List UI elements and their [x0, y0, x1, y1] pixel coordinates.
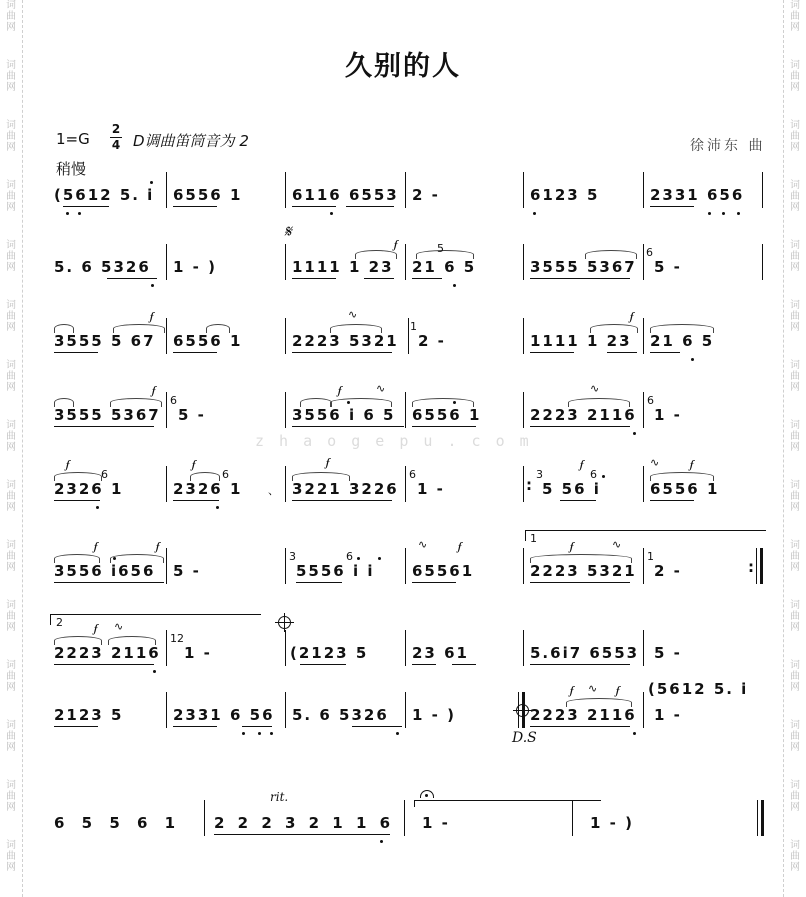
watermark-right-5: 词 曲 网 — [790, 240, 800, 273]
underline — [54, 582, 164, 583]
barline — [166, 172, 167, 208]
measure: 5.6i7 6553 — [530, 644, 640, 662]
underline — [560, 500, 596, 501]
measure: 2 - — [412, 186, 440, 204]
underline — [650, 206, 694, 207]
meter-top: 2 — [111, 122, 121, 136]
barline — [523, 392, 524, 428]
measure: 1 - — [654, 406, 682, 424]
first-ending-label: 1 — [530, 532, 537, 545]
ornament-mark: 𝆑 — [616, 684, 620, 697]
octave-dot — [330, 212, 333, 215]
underline — [412, 278, 442, 279]
measure: 5. 6 5326 — [54, 258, 151, 276]
slur — [300, 398, 332, 407]
grace-note: 3 — [536, 468, 543, 481]
barline — [643, 630, 644, 666]
measure: 2 2 2 3 2 1 1 6 — [214, 814, 395, 832]
underline — [346, 206, 394, 207]
watermark-left-13: 词 曲 网 — [6, 720, 16, 753]
measure: 3555 5367 — [54, 406, 161, 424]
underline — [292, 426, 404, 427]
octave-dot — [242, 732, 245, 735]
trill-mark: ∿ — [418, 538, 428, 551]
ornament-mark: 𝆑 — [394, 238, 398, 251]
second-ending-label: 2 — [56, 616, 63, 629]
octave-dot — [453, 401, 456, 404]
measure: 65561 — [412, 562, 475, 580]
underline — [412, 664, 436, 665]
barline — [405, 466, 406, 502]
underline — [412, 582, 456, 583]
measure: 23 61 — [412, 644, 469, 662]
trill-mark: ∿ — [590, 382, 600, 395]
measure: 6123 5 — [530, 186, 600, 204]
tempo-marking: 稍慢 — [56, 160, 87, 178]
watermark-right-10: 词 曲 网 — [790, 540, 800, 573]
barline — [523, 172, 524, 208]
measure: 3556 i 6 5 — [292, 406, 396, 424]
underline — [412, 426, 476, 427]
first-ending-bracket — [525, 530, 766, 541]
underline — [650, 500, 694, 501]
grace-note: 12 — [170, 632, 184, 645]
measure: 6556 1 — [412, 406, 482, 424]
octave-dot — [691, 358, 694, 361]
octave-dot — [270, 732, 273, 735]
staff-row-1 — [0, 186, 806, 228]
trill-mark: ∿ — [612, 538, 622, 551]
barline — [523, 318, 524, 354]
barline — [285, 630, 286, 666]
measure: 3556 i656 — [54, 562, 156, 580]
octave-dot — [533, 212, 536, 215]
ornament-mark: 𝆑 — [150, 310, 154, 323]
grace-note: 6 — [409, 468, 416, 481]
watermark-right-4: 词 曲 网 — [790, 180, 800, 213]
barline — [643, 244, 644, 280]
watermark-left: 词 曲 网 — [6, 0, 16, 33]
watermark-left-15: 词 曲 网 — [6, 840, 16, 873]
measure: 2331 6 56 — [173, 706, 275, 724]
measure: 2331 656 — [650, 186, 745, 204]
measure: 2 - — [654, 562, 682, 580]
underline — [352, 726, 402, 727]
underline — [530, 278, 630, 279]
slur — [206, 324, 230, 333]
measure: 1 - ) — [590, 814, 634, 832]
barline — [166, 548, 167, 584]
underline — [54, 500, 100, 501]
measure: 1111 1 23 — [292, 258, 394, 276]
watermark-right-3: 词 曲 网 — [790, 120, 800, 153]
meter-bottom: 4 — [111, 138, 121, 152]
measure: 2223 5321 — [292, 332, 399, 350]
double-barline — [518, 692, 525, 728]
slur — [54, 472, 102, 481]
octave-dot — [347, 401, 350, 404]
barline — [643, 318, 644, 354]
barline — [166, 392, 167, 428]
octave-dot — [633, 432, 636, 435]
underline — [530, 426, 630, 427]
barline — [523, 244, 524, 280]
barline — [285, 466, 286, 502]
ornament-mark: 𝆑 — [338, 384, 342, 397]
measure: 5. 6 5326 — [292, 706, 389, 724]
ornament-mark: 𝆑 — [156, 540, 160, 553]
measure: 1 - ) — [412, 706, 456, 724]
watermark-right-1: 词 曲 网 — [790, 0, 800, 33]
slur — [54, 324, 74, 333]
octave-dot — [357, 557, 360, 560]
slur — [650, 472, 714, 481]
grace-note: 6 — [646, 246, 653, 259]
octave-dot — [150, 181, 153, 184]
slur — [566, 698, 632, 707]
barline — [643, 392, 644, 428]
underline — [452, 664, 476, 665]
underline — [530, 352, 574, 353]
barline — [285, 318, 286, 354]
underline — [173, 352, 217, 353]
watermark-right-8: 词 曲 网 — [790, 420, 800, 453]
slur — [585, 250, 637, 259]
grace-note: 6 — [590, 468, 597, 481]
ornament-mark: 𝆑 — [326, 456, 330, 469]
underline — [530, 726, 630, 727]
barline — [405, 692, 406, 728]
measure: 5 - — [178, 406, 206, 424]
watermark-left-3: 词 曲 网 — [6, 120, 16, 153]
slur — [568, 398, 630, 407]
watermark-right-12: 词 曲 网 — [790, 660, 800, 693]
grace-note: 6 — [170, 394, 177, 407]
grace-note: 6 — [101, 468, 108, 481]
octave-dot — [153, 670, 156, 673]
underline — [63, 206, 109, 207]
barline — [404, 800, 405, 836]
barline — [405, 392, 406, 428]
underline — [242, 726, 272, 727]
measure: 21 6 5 — [650, 332, 715, 350]
watermark-right-6: 词 曲 网 — [790, 300, 800, 333]
octave-dot — [722, 212, 725, 215]
octave-dot — [453, 284, 456, 287]
repeat-end: : — [748, 558, 754, 576]
watermark-left-2: 词 曲 网 — [6, 60, 16, 93]
grace-note: 1 — [410, 320, 417, 333]
underline — [530, 664, 630, 665]
measure: 6556 1 — [173, 332, 243, 350]
measure: 2223 2116 — [530, 706, 637, 724]
slur — [110, 398, 162, 407]
barline — [166, 630, 167, 666]
staff-row-8 — [0, 680, 806, 748]
barline — [643, 172, 644, 208]
song-title: 久别的人 — [345, 51, 461, 82]
ornament-mark: 𝆑 — [94, 540, 98, 553]
left-margin-line — [22, 0, 24, 897]
measure: 21 6 5 — [412, 258, 477, 276]
measure: 6 5 5 6 1 — [54, 814, 182, 832]
slur — [330, 398, 392, 407]
underline — [530, 582, 630, 583]
measure: 2123 5 — [54, 706, 124, 724]
measure: 3221 3226 — [292, 480, 399, 498]
underline — [607, 352, 637, 353]
slur — [650, 324, 714, 333]
measure: 5 56 i — [542, 480, 601, 498]
measure: 2223 2116 — [530, 406, 637, 424]
final-barline — [757, 800, 764, 836]
slur — [190, 472, 220, 481]
measure: 2223 2116 — [54, 644, 161, 662]
barline — [408, 318, 409, 354]
ornament-mark: 𝆑 — [580, 458, 584, 471]
flute-note-text: D调曲笛筒音为 2 — [133, 132, 249, 150]
measure: 5556 i i — [296, 562, 375, 580]
barline — [762, 172, 763, 208]
measure: 6116 6553 — [292, 186, 399, 204]
underline — [364, 278, 394, 279]
slur — [412, 398, 474, 407]
slur — [530, 554, 632, 563]
grace-note: 5 — [437, 242, 444, 255]
octave-dot — [737, 212, 740, 215]
ornament-mark: 𝆑 — [66, 458, 70, 471]
barline — [643, 548, 644, 584]
measure: (5612 5. i — [54, 186, 155, 204]
slur — [292, 472, 350, 481]
barline — [285, 244, 286, 280]
trill-mark: ∿ — [588, 682, 598, 695]
measure: 2326 1 — [173, 480, 243, 498]
trill-mark: ∿ — [114, 620, 124, 633]
measure: 1 - — [417, 480, 445, 498]
barline — [523, 630, 524, 666]
slur — [108, 636, 156, 645]
grace-note: 3 — [289, 550, 296, 563]
barline — [166, 318, 167, 354]
barline — [285, 392, 286, 428]
octave-dot — [396, 732, 399, 735]
octave-dot — [66, 212, 69, 215]
watermark-right-14: 词 曲 网 — [790, 780, 800, 813]
octave-dot — [258, 732, 261, 735]
barline — [166, 692, 167, 728]
underline — [292, 206, 336, 207]
watermark-left-5: 词 曲 网 — [6, 240, 16, 273]
trill-mark: ∿ — [376, 382, 386, 395]
measure: 6556 1 — [650, 480, 720, 498]
barline — [405, 172, 406, 208]
octave-dot — [602, 475, 605, 478]
octave-dot — [378, 557, 381, 560]
measure: 5 - — [654, 644, 682, 662]
watermark-right-13: 词 曲 网 — [790, 720, 800, 753]
underline — [54, 664, 154, 665]
ornament-mark: 𝆑 — [152, 384, 156, 397]
right-margin-line — [783, 0, 785, 897]
octave-dot — [216, 506, 219, 509]
barline — [643, 466, 644, 502]
slur — [110, 554, 164, 563]
slur — [54, 398, 74, 407]
underline — [173, 726, 217, 727]
barline — [523, 466, 524, 502]
ornament-mark: 𝆑 — [690, 458, 694, 471]
fermata — [420, 790, 434, 798]
ornament-mark: 𝆑 — [192, 458, 196, 471]
watermark-right-7: 词 曲 网 — [790, 360, 800, 393]
underline — [296, 582, 342, 583]
octave-dot — [633, 732, 636, 735]
ornament-mark: 𝆑 — [570, 684, 574, 697]
underline — [650, 352, 680, 353]
octave-dot — [78, 212, 81, 215]
watermark-left-7: 词 曲 网 — [6, 360, 16, 393]
measure: 3555 5 67 — [54, 332, 156, 350]
second-ending-bracket — [50, 614, 261, 625]
dal-segno-marking: D.S — [512, 730, 537, 746]
trill-mark: ∿ — [348, 308, 358, 321]
barline — [405, 548, 406, 584]
watermark-left-10: 词 曲 网 — [6, 540, 16, 573]
barline — [523, 548, 524, 584]
measure: 2223 5321 — [530, 562, 637, 580]
composer: 徐沛东 曲 — [690, 138, 766, 154]
measure: (5612 5. i — [648, 680, 749, 698]
flute-note — [133, 130, 249, 151]
grace-note: 6 — [647, 394, 654, 407]
key-signature: 1=G — [56, 130, 90, 148]
slur — [330, 324, 382, 333]
measure: 1 - ) — [173, 258, 217, 276]
measure: 2 - — [418, 332, 446, 350]
underline — [173, 206, 217, 207]
grace-note: 1 — [647, 550, 654, 563]
underline — [300, 664, 346, 665]
underline — [54, 352, 98, 353]
barline — [405, 244, 406, 280]
grace-note: 6 — [346, 550, 353, 563]
slur — [355, 250, 397, 259]
barline — [762, 244, 763, 280]
octave-dot — [380, 840, 383, 843]
octave-dot — [113, 557, 116, 560]
underline — [292, 278, 336, 279]
grace-note: 6 — [222, 468, 229, 481]
slur — [113, 324, 165, 333]
measure: 1111 1 23 — [530, 332, 632, 350]
slur — [590, 324, 638, 333]
repeat-start: : — [526, 476, 532, 494]
time-signature — [108, 123, 124, 152]
underline — [292, 500, 392, 501]
watermark-left-14: 词 曲 网 — [6, 780, 16, 813]
slur — [54, 554, 100, 563]
grace-mark: 、 — [268, 484, 279, 497]
watermark-left-4: 词 曲 网 — [6, 180, 16, 213]
ornament-mark: 𝆑 — [458, 540, 462, 553]
ornament-mark: 𝆑 — [630, 310, 634, 323]
watermark-left-11: 词 曲 网 — [6, 600, 16, 633]
underline — [54, 426, 154, 427]
trill-mark: ∿ — [650, 456, 660, 469]
site-watermark: z h a o g e p u . c o m — [255, 432, 532, 450]
measure: 1 - — [184, 644, 212, 662]
measure: 1 - — [654, 706, 682, 724]
barline — [204, 800, 205, 836]
barline — [285, 548, 286, 584]
slur — [416, 250, 474, 259]
watermark-left-12: 词 曲 网 — [6, 660, 16, 693]
measure: 1 - — [422, 814, 450, 832]
segno-sign: 𝄋 — [284, 222, 292, 242]
staff-row-4 — [0, 382, 806, 448]
octave-dot — [708, 212, 711, 215]
measure: 6556 1 — [173, 186, 243, 204]
barline — [285, 692, 286, 728]
barline — [405, 630, 406, 666]
underline — [214, 834, 390, 835]
ornament-mark: 𝆑 — [570, 540, 574, 553]
underline — [54, 726, 98, 727]
repeat-barline — [756, 548, 763, 584]
slur — [54, 636, 102, 645]
watermark-right-15: 词 曲 网 — [790, 840, 800, 873]
watermark-right-9: 词 曲 网 — [790, 480, 800, 513]
ritardando-marking: rit. — [270, 790, 289, 804]
measure: 2326 1 — [54, 480, 124, 498]
ornament-mark: 𝆑 — [94, 622, 98, 635]
octave-dot — [151, 284, 154, 287]
barline — [166, 244, 167, 280]
staff-row-5 — [0, 456, 806, 522]
measure: 3555 5367 — [530, 258, 637, 276]
barline — [166, 466, 167, 502]
measure: 5 - — [173, 562, 201, 580]
underline — [173, 500, 219, 501]
watermark-left-8: 词 曲 网 — [6, 420, 16, 453]
watermark-right-2: 词 曲 网 — [790, 60, 800, 93]
measure: 5 - — [654, 258, 682, 276]
watermark-left-9: 词 曲 网 — [6, 480, 16, 513]
barline — [643, 692, 644, 728]
watermark-right-11: 词 曲 网 — [790, 600, 800, 633]
measure: (2123 5 — [290, 644, 369, 662]
underline — [292, 352, 392, 353]
underline — [107, 278, 157, 279]
barline — [572, 800, 573, 836]
watermark-left-6: 词 曲 网 — [6, 300, 16, 333]
coda-sign — [278, 616, 291, 629]
barline — [285, 172, 286, 208]
octave-dot — [96, 506, 99, 509]
